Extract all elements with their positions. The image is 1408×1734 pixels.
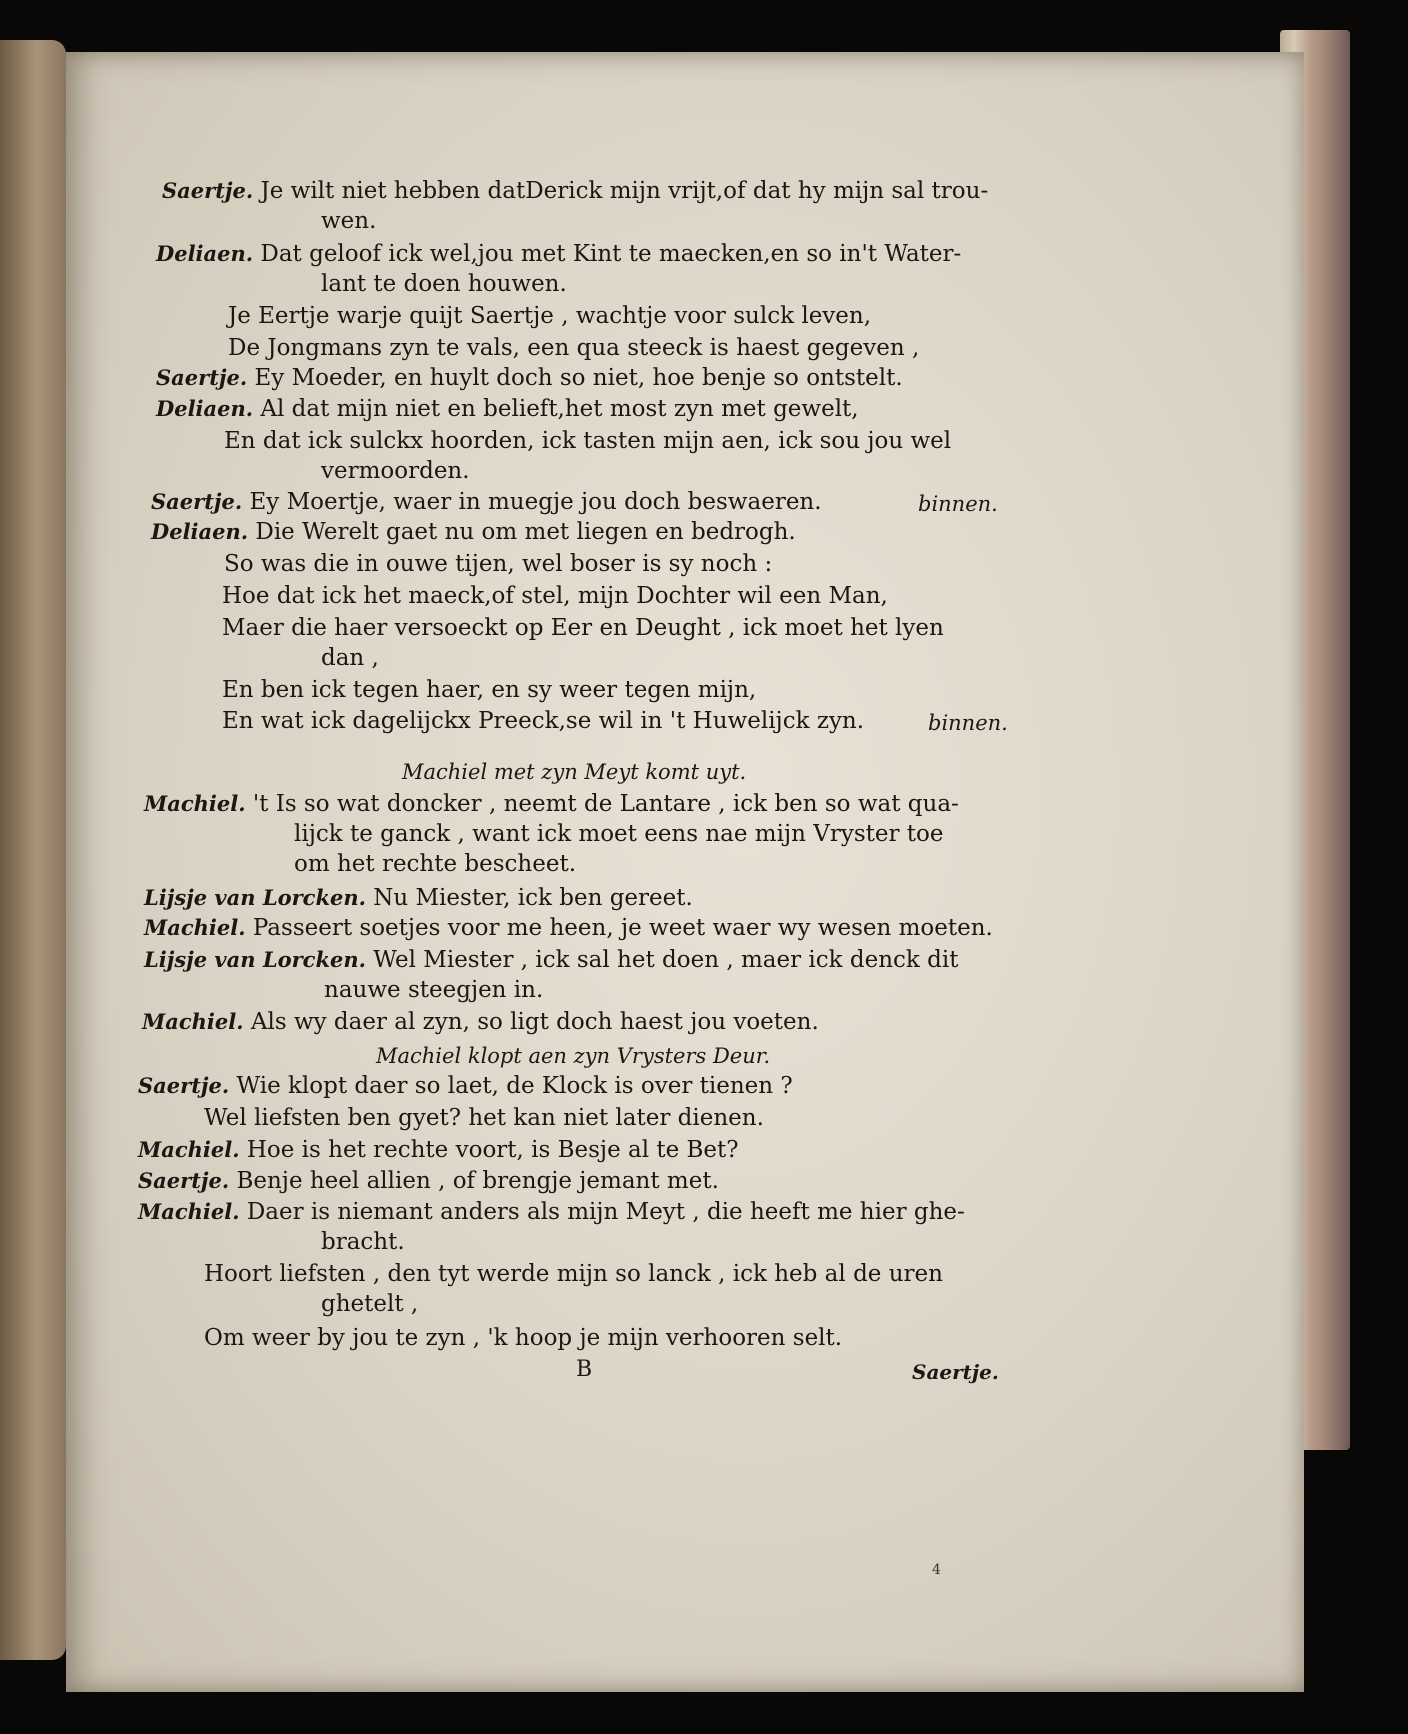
- corner-mark: 4: [932, 1562, 941, 1578]
- text-line: De Jongmans zyn te vals, een qua steeck is haest gegeven ,: [228, 335, 920, 361]
- text-line: wen.: [321, 208, 377, 234]
- text-line: Machiel. Passeert soetjes voor me heen, je weet waer wy wesen moeten.: [144, 915, 993, 941]
- speaker-name: Saertje.: [156, 365, 248, 390]
- speaker-name: Machiel.: [144, 791, 246, 816]
- text-line: om het rechte bescheet.: [294, 851, 577, 877]
- text-line: Je Eertje warje quijt Saertje , wachtje voor sulck leven,: [228, 303, 872, 329]
- text-line: dan ,: [321, 645, 379, 671]
- text-line: Deliaen. Die Werelt gaet nu om met liegen en bedrogh.: [151, 519, 796, 545]
- text-line: lijck te ganck , want ick moet eens nae mijn Vryster toe: [294, 821, 944, 847]
- speaker-name: Saertje.: [162, 178, 254, 203]
- text-line: Machiel. Daer is niemant anders als mijn Meyt , die heeft me hier ghe-: [138, 1199, 965, 1225]
- text-line: Machiel. Hoe is het rechte voort, is Besje al te Bet?: [138, 1137, 739, 1163]
- speaker-name: Machiel.: [144, 915, 246, 940]
- stage-heading: Machiel klopt aen zyn Vrysters Deur.: [376, 1044, 771, 1068]
- text-line: vermoorden.: [321, 458, 470, 484]
- text-line: Saertje. Wie klopt daer so laet, de Klock is over tienen ?: [138, 1073, 793, 1099]
- speaker-name: Machiel.: [138, 1199, 240, 1224]
- speaker-name: Saertje.: [138, 1168, 230, 1193]
- catchword: Saertje.: [912, 1360, 999, 1384]
- text-line: Hoe dat ick het maeck,of stel, mijn Dochter wil een Man,: [222, 583, 888, 609]
- text-line: So was die in ouwe tijen, wel boser is sy noch :: [224, 551, 773, 577]
- text-line: Saertje. Ey Moertje, waer in muegje jou doch beswaeren.: [151, 489, 822, 515]
- speaker-name: Machiel.: [138, 1137, 240, 1162]
- speaker-name: Deliaen.: [151, 519, 249, 544]
- text-line: lant te doen houwen.: [321, 271, 567, 297]
- text-line: Saertje. Ey Moeder, en huylt doch so niet, hoe benje so ontstelt.: [156, 365, 903, 391]
- text-line: En wat ick dagelijckx Preeck,se wil in 't Huwelijck zyn.: [222, 708, 865, 734]
- text-line: En dat ick sulckx hoorden, ick tasten mijn aen, ick sou jou wel: [224, 428, 952, 454]
- speaker-name: Lijsje van Lorcken.: [144, 885, 366, 910]
- text-line: Saertje. Benje heel allien , of brengje jemant met.: [138, 1168, 719, 1194]
- text-line: ghetelt ,: [321, 1291, 419, 1317]
- text-line: bracht.: [321, 1229, 405, 1255]
- text-line: Machiel. 't Is so wat doncker , neemt de Lantare , ick ben so wat qua-: [144, 791, 959, 817]
- speaker-name: Saertje.: [138, 1073, 230, 1098]
- text-line: Saertje. Je wilt niet hebben datDerick mijn vrijt,of dat hy mijn sal trou-: [162, 178, 989, 204]
- text-line: Lijsje van Lorcken. Wel Miester , ick sal het doen , maer ick denck dit: [144, 947, 959, 973]
- book-page: [66, 52, 1304, 1692]
- text-line: nauwe steegjen in.: [324, 977, 544, 1003]
- text-line: Maer die haer versoeckt op Eer en Deught , ick moet het lyen: [222, 615, 944, 641]
- signature-mark: B: [576, 1357, 593, 1382]
- stage-heading: Machiel met zyn Meyt komt uyt.: [402, 760, 747, 784]
- text-line: Machiel. Als wy daer al zyn, so ligt doch haest jou voeten.: [142, 1009, 819, 1035]
- text-line: Om weer by jou te zyn , 'k hoop je mijn verhooren selt.: [204, 1325, 843, 1351]
- stage-direction-binnen: binnen.: [918, 492, 998, 516]
- text-line: En ben ick tegen haer, en sy weer tegen mijn,: [222, 677, 757, 703]
- speaker-name: Lijsje van Lorcken.: [144, 947, 366, 972]
- text-line: Deliaen. Dat geloof ick wel,jou met Kint te maecken,en so in't Water-: [156, 241, 962, 267]
- text-line: Wel liefsten ben gyet? het kan niet later dienen.: [204, 1105, 764, 1131]
- stage-direction-binnen: binnen.: [928, 711, 1008, 735]
- text-line: Lijsje van Lorcken. Nu Miester, ick ben gereet.: [144, 885, 693, 911]
- speaker-name: Machiel.: [142, 1009, 244, 1034]
- speaker-name: Deliaen.: [156, 396, 254, 421]
- text-line: Hoort liefsten , den tyt werde mijn so lanck , ick heb al de uren: [204, 1261, 943, 1287]
- left-page-edge: [0, 40, 66, 1660]
- speaker-name: Saertje.: [151, 489, 243, 514]
- speaker-name: Deliaen.: [156, 241, 254, 266]
- text-line: Deliaen. Al dat mijn niet en belieft,het most zyn met gewelt,: [156, 396, 859, 422]
